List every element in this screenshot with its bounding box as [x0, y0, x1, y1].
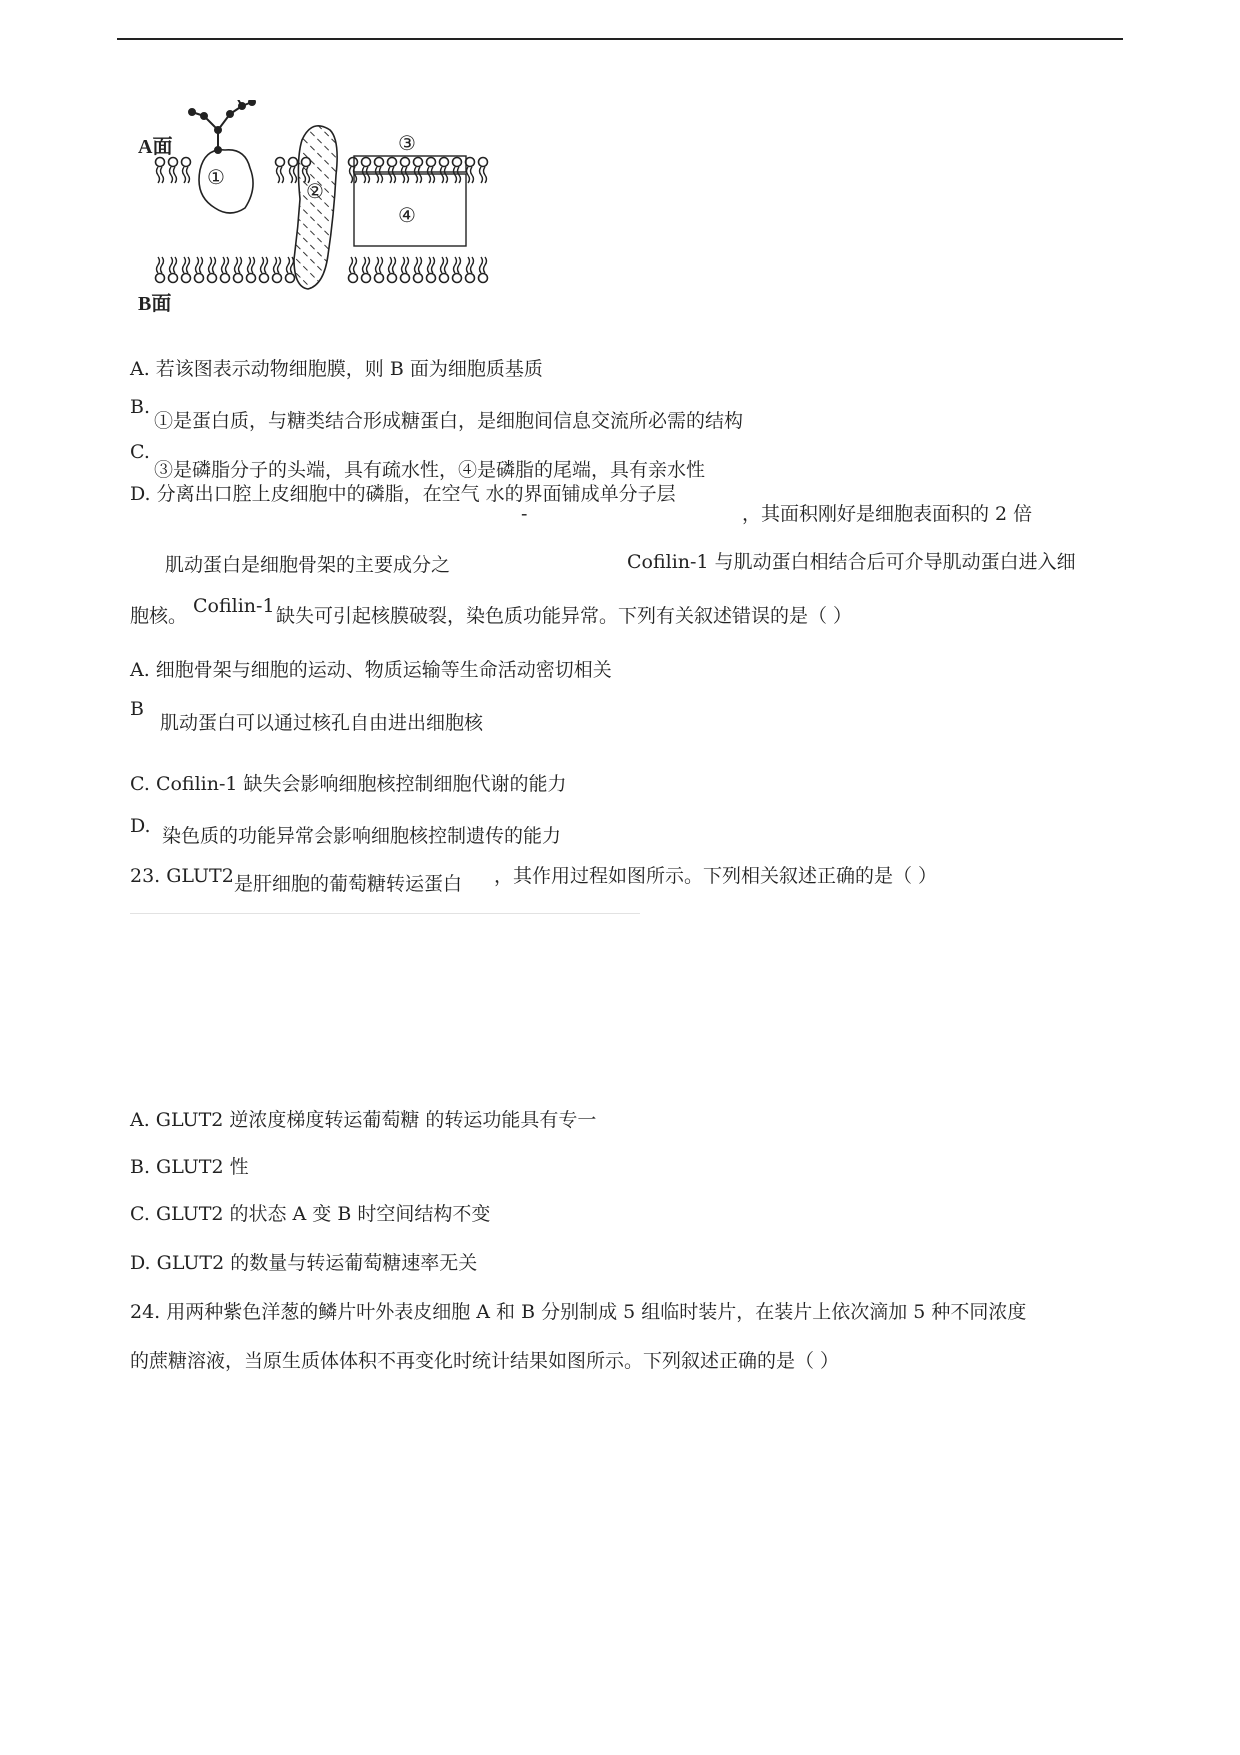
q24-stem-line2: 的蔗糖溶液，当原生质体体积不再变化时统计结果如图所示。下列叙述正确的是（ ）: [130, 1350, 840, 1372]
q22-stem-line1-left: 肌动蛋白是细胞骨架的主要成分之: [165, 554, 451, 576]
q23-option-c: C. GLUT2 的状态 A 变 B 时空间结构不变: [130, 1203, 491, 1225]
q22-option-b-letter: B: [130, 698, 144, 720]
q23-stem-a: 23. GLUT2: [130, 865, 234, 887]
mark-2: ②: [306, 181, 324, 203]
q21-option-a: A. 若该图表示动物细胞膜，则 B 面为细胞质基质: [130, 358, 543, 380]
face-a-label: A面: [138, 136, 173, 158]
mark-1: ①: [207, 167, 225, 189]
q22-option-d-text: 染色质的功能异常会影响细胞核控制遗传的能力: [162, 825, 562, 847]
face-b-label: B面: [138, 293, 172, 315]
header-rule: [117, 38, 1123, 40]
q23-stem-b: 是肝细胞的葡萄糖转运蛋白: [234, 873, 463, 895]
q22-stem-line2-a: 胞核。: [130, 605, 188, 627]
phospholipid-boxes: [354, 133, 466, 246]
q22-option-c: C. Cofilin-1 缺失会影响细胞核控制细胞代谢的能力: [130, 773, 567, 795]
q21-option-c-letter: C.: [130, 441, 150, 463]
mark-4: ④: [398, 205, 416, 227]
q22-option-a: A. 细胞骨架与细胞的运动、物质运输等生命活动密切相关: [130, 659, 612, 681]
q21-option-d-text: D. 分离出口腔上皮细胞中的磷脂，在空气 水的界面铺成单分子层: [130, 483, 676, 505]
q22-option-d-letter: D.: [130, 815, 151, 837]
mark-3: ③: [398, 133, 416, 155]
q22-stem-line2-c: 缺失可引起核膜破裂，染色质功能异常。下列有关叙述错误的是（ ）: [276, 605, 853, 627]
q22-stem-line1-right: Cofilin-1 与肌动蛋白相结合后可介导肌动蛋白进入细: [627, 551, 1076, 573]
q23-stem-c: ，其作用过程如图所示。下列相关叙述正确的是（ ）: [494, 865, 938, 887]
q22-stem-line2-b: Cofilin-1: [193, 595, 275, 617]
q21-option-b-text: ①是蛋白质，与糖类结合形成糖蛋白，是细胞间信息交流所必需的结构: [154, 410, 744, 432]
q23-option-b: B. GLUT2 性: [130, 1156, 249, 1178]
q21-option-d-dash: -: [521, 503, 528, 525]
q21-option-c-text: ③是磷脂分子的头端，具有疏水性，④是磷脂的尾端，具有亲水性: [154, 459, 706, 481]
q23-option-d: D. GLUT2 的数量与转运葡萄糖速率无关: [130, 1252, 478, 1274]
figure-placeholder-rule: [130, 913, 640, 914]
transmembrane-protein: [294, 126, 337, 289]
q21-option-d-tail: ，其面积刚好是细胞表面积的 2 倍: [742, 503, 1033, 525]
q22-option-b-text: 肌动蛋白可以通过核孔自由进出细胞核: [160, 712, 484, 734]
glycoprotein: [189, 100, 255, 213]
q21-option-b-letter: B.: [130, 396, 151, 418]
q24-stem-line1: 24. 用两种紫色洋葱的鳞片叶外表皮细胞 A 和 B 分别制成 5 组临时装片，在装片上依次滴加 5 种不同浓度: [130, 1301, 1027, 1323]
membrane-diagram: [130, 100, 550, 324]
q23-option-a: A. GLUT2 逆浓度梯度转运葡萄糖 的转运功能具有专一: [130, 1109, 597, 1131]
